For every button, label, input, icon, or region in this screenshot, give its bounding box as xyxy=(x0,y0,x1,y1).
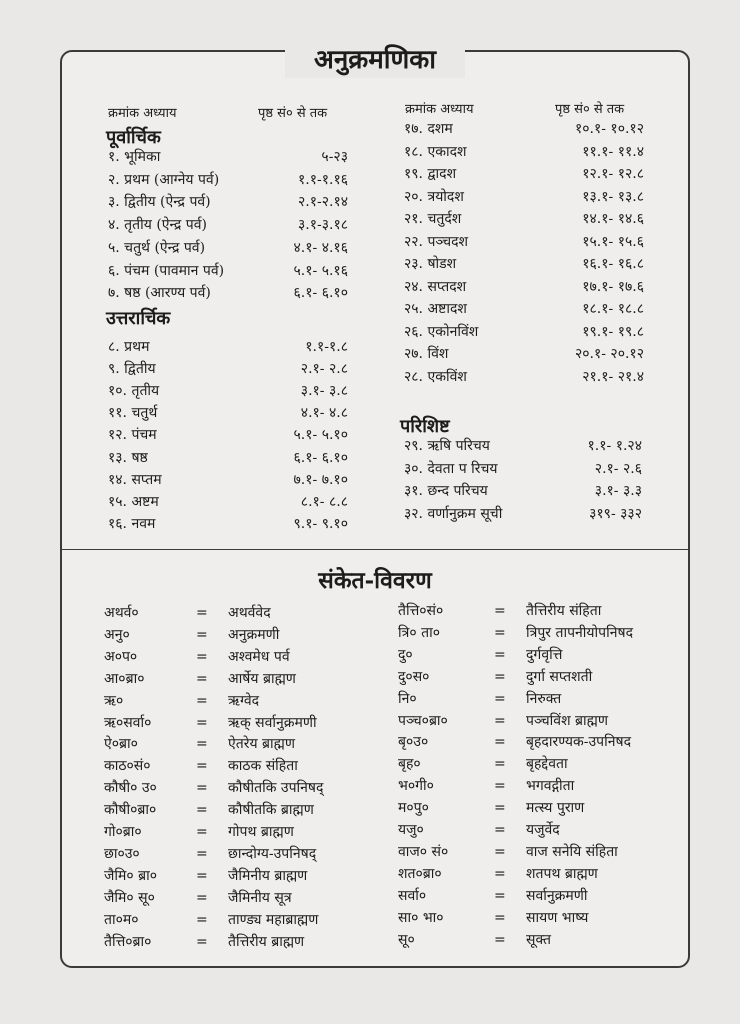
abbreviation-short: त्रि० ता० xyxy=(398,624,440,641)
chapter-name: २४. सप्तदश xyxy=(404,278,467,295)
page-range: २०.१- २०.१२ xyxy=(574,346,644,362)
chapter-name: २६. एकोनविंश xyxy=(404,323,479,340)
abbreviation-short: दु०स० xyxy=(398,668,430,685)
equals-sign: = xyxy=(494,646,506,663)
equals-sign: = xyxy=(494,690,506,707)
equals-sign: = xyxy=(494,778,506,795)
equals-sign: = xyxy=(494,756,506,773)
abbreviation-full: आर्षेय ब्राह्मण xyxy=(228,670,296,687)
equals-sign: = xyxy=(196,889,208,906)
abbreviation-full: जैमिनीय सूत्र xyxy=(228,889,292,906)
equals-sign: = xyxy=(196,692,208,709)
abbreviation-full: दुर्गवृत्ति xyxy=(526,646,563,663)
index-row xyxy=(108,447,348,469)
equals-sign: = xyxy=(196,605,208,621)
page-range: १३.१- १३.८ xyxy=(582,188,644,205)
equals-sign: = xyxy=(196,802,208,819)
page-range: १.१-१.१६ xyxy=(297,171,348,188)
index-row xyxy=(404,480,642,502)
chapter-name: २. प्रथम (आग्नेय पर्व) xyxy=(108,171,220,188)
chapter-name: २९. ऋषि परिचय xyxy=(404,438,490,454)
equals-sign: = xyxy=(494,603,506,619)
abbreviation-short: कौषी० उ० xyxy=(104,780,157,797)
abbreviation-short: ऋ०सर्वा० xyxy=(104,714,152,731)
chapter-name: ३२. वर्णानुक्रम सूची xyxy=(404,505,503,522)
chapter-name: २७. विंश xyxy=(404,346,449,362)
index-row xyxy=(404,298,644,320)
chapter-name: ३१. छन्द परिचय xyxy=(404,483,488,499)
equals-sign: = xyxy=(196,845,208,862)
page-range: ३.१- ३.३ xyxy=(594,483,642,499)
chapter-name: १२. पंचम xyxy=(108,427,157,444)
page-range: ५.१- ५.१६ xyxy=(293,262,348,279)
equals-sign: = xyxy=(196,736,208,753)
index-row xyxy=(108,358,348,380)
equals-sign: = xyxy=(196,648,208,665)
equals-sign: = xyxy=(494,668,506,685)
chapter-name: १०. तृतीय xyxy=(108,383,160,400)
abbreviation-short: दु० xyxy=(398,646,413,663)
abbreviation-short: नि० xyxy=(398,690,417,707)
abbreviation-full: यजुर्वेद xyxy=(526,822,560,838)
chapter-name: ७. षष्ठ (आरण्य पर्व) xyxy=(108,285,211,302)
abbreviation-full: सायण भाष्य xyxy=(526,909,589,926)
equals-sign: = xyxy=(494,734,506,751)
page-range: १०.१- १०.१२ xyxy=(574,121,644,137)
abbreviation-full: ऋग्वेद xyxy=(228,692,260,709)
page-range: ४.१- ४.८ xyxy=(300,405,348,422)
equals-sign: = xyxy=(196,758,208,775)
index-row xyxy=(108,491,348,513)
page-range: ५-२३ xyxy=(321,149,348,165)
index-row xyxy=(108,336,348,358)
index-row xyxy=(404,141,644,163)
index-row xyxy=(404,118,644,140)
abbreviation-full: अथर्ववेद xyxy=(228,605,271,621)
equals-sign: = xyxy=(494,909,506,926)
index-row xyxy=(404,231,644,253)
index-row xyxy=(108,260,348,282)
abbreviation-short: तैत्ति०ब्रा० xyxy=(104,933,152,950)
abbreviation-short: कौषी०ब्रा० xyxy=(104,802,157,819)
page-range: ४.१- ४.१६ xyxy=(293,239,348,256)
page-range: १९.१- १९.८ xyxy=(582,323,644,340)
index-row xyxy=(108,214,348,236)
index-row xyxy=(108,282,348,304)
abbreviation-short: जैमि० सू० xyxy=(104,889,155,906)
page-range: ७.१- ७.१० xyxy=(293,471,348,488)
chapter-name: २८. एकविंश xyxy=(404,368,467,385)
index-row xyxy=(108,146,348,168)
index-row xyxy=(404,321,644,343)
equals-sign: = xyxy=(196,626,208,643)
chapter-name: २०. त्रयोदश xyxy=(404,188,464,205)
index-row xyxy=(108,469,348,491)
index-row xyxy=(404,366,644,388)
chapter-name: ४. तृतीय (ऐन्द्र पर्व) xyxy=(108,217,207,234)
page-range: १७.१- १७.६ xyxy=(582,278,644,295)
abbreviation-short: म०पु० xyxy=(398,800,429,817)
chapter-name: ८. प्रथम xyxy=(108,339,150,355)
index-row xyxy=(404,503,642,525)
index-row xyxy=(404,163,644,185)
chapter-name: ११. चतुर्थ xyxy=(108,405,158,422)
page-range: ८.१- ८.८ xyxy=(300,493,348,510)
page-range: ९.१- ९.१० xyxy=(293,515,348,532)
abbreviation-short: पञ्च०ब्रा० xyxy=(398,712,448,729)
page-range: २.१-२.१४ xyxy=(297,194,348,211)
abbreviation-full: ऐतरेय ब्राह्मण xyxy=(228,736,295,753)
abbreviation-full: शतपथ ब्राह्मण xyxy=(526,865,598,882)
index-row xyxy=(404,208,644,230)
chapter-name: २१. चतुर्दश xyxy=(404,211,462,227)
left-pages-header: पृष्ठ सं० से तक xyxy=(258,106,328,121)
right-column-header: क्रमांक अध्याय xyxy=(405,102,474,117)
abbreviation-full: वाज सनेयि संहिता xyxy=(526,843,618,860)
abbreviation-short: ऋ० xyxy=(104,692,124,709)
abbreviation-full: त्रिपुर तापनीयोपनिषद xyxy=(526,624,634,641)
index-row xyxy=(404,253,644,275)
abbreviation-full: छान्दोग्य-उपनिषद् xyxy=(228,845,317,862)
abbreviation-short: आ०ब्रा० xyxy=(104,670,145,687)
equals-sign: = xyxy=(196,780,208,797)
chapter-name: १३. षष्ठ xyxy=(108,449,148,466)
index-row xyxy=(108,169,348,191)
chapter-name: ३०. देवता प रिचय xyxy=(404,460,498,477)
index-row xyxy=(108,380,348,402)
index-title: अनुक्रमणिका xyxy=(285,42,465,78)
abbreviation-full: तैत्तिरीय संहिता xyxy=(526,603,602,619)
page-range: ३.१-३.१८ xyxy=(297,217,348,234)
equals-sign: = xyxy=(494,822,506,838)
abbreviation-full: पञ्चविंश ब्राह्मण xyxy=(526,712,608,729)
abbreviation-full: भगवद्गीता xyxy=(526,778,575,795)
abbreviation-full: गोपथ ब्राह्मण xyxy=(228,824,294,840)
chapter-name: १७. दशम xyxy=(404,121,453,137)
index-row xyxy=(108,402,348,424)
abbreviation-full: बृहद्देवता xyxy=(526,756,568,773)
index-row xyxy=(404,458,642,480)
equals-sign: = xyxy=(196,933,208,950)
index-row xyxy=(404,276,644,298)
section-uttararchik: उत्तरार्चिक xyxy=(106,308,171,329)
equals-sign: = xyxy=(494,800,506,817)
chapter-name: ६. पंचम (पावमान पर्व) xyxy=(108,262,225,279)
abbreviation-short: गो०ब्रा० xyxy=(104,824,142,840)
page-range: १८.१- १८.८ xyxy=(582,301,644,317)
abbreviations-title: संकेत-विवरण xyxy=(318,567,432,594)
abbreviation-short: ता०म० xyxy=(104,911,139,928)
abbreviation-short: काठ०सं० xyxy=(104,758,151,775)
abbreviation-full: ताण्ड्य महाब्राह्मण xyxy=(228,911,319,928)
equals-sign: = xyxy=(196,867,208,884)
index-row xyxy=(108,191,348,213)
abbreviation-short: अथर्व० xyxy=(104,605,139,621)
chapter-name: ९. द्वितीय xyxy=(108,361,156,378)
abbreviation-short: सू० xyxy=(398,931,415,948)
abbreviation-short: शत०ब्रा० xyxy=(398,865,442,882)
right-pages-header: पृष्ठ सं० से तक xyxy=(555,102,625,117)
equals-sign: = xyxy=(196,714,208,731)
abbreviation-full: दुर्गा सप्तशती xyxy=(526,668,593,685)
abbreviation-short: वाज० सं० xyxy=(398,843,449,860)
page-range: ५.१- ५.१० xyxy=(293,427,348,444)
page-range: १४.१- १४.६ xyxy=(582,211,644,227)
page-range: २.१- २.६ xyxy=(594,460,642,477)
equals-sign: = xyxy=(196,911,208,928)
abbreviation-full: सूक्त xyxy=(526,931,551,948)
abbreviation-full: जैमिनीय ब्राह्मण xyxy=(228,867,308,884)
chapter-name: १४. सप्तम xyxy=(108,471,162,488)
abbreviation-short: सा० भा० xyxy=(398,909,444,926)
page-range: ६.१- ६.१० xyxy=(293,285,348,302)
abbreviation-short: अ०प० xyxy=(104,648,138,665)
section-parishisht: परिशिष्ट xyxy=(400,416,450,437)
abbreviation-full: कौषीतकि ब्राह्मण xyxy=(228,802,314,819)
abbreviation-full: निरुक्त xyxy=(526,690,562,707)
abbreviation-full: काठक संहिता xyxy=(228,758,298,775)
chapter-name: ५. चतुर्थ (ऐन्द्र पर्व) xyxy=(108,239,206,256)
page-range: २.१- २.८ xyxy=(300,361,348,378)
equals-sign: = xyxy=(494,887,506,904)
abbreviation-short: यजु० xyxy=(398,822,424,838)
page-range: ३.१- ३.८ xyxy=(300,383,348,400)
abbreviation-full: मत्स्य पुराण xyxy=(526,800,585,817)
abbreviation-full: ऋक् सर्वानुक्रमणी xyxy=(228,714,317,731)
section-purvarchik: पूर्वार्चिक xyxy=(106,127,161,148)
abbreviation-full: अनुक्रमणी xyxy=(228,626,280,643)
chapter-name: १८. एकादश xyxy=(404,143,467,160)
abbreviation-full: बृहदारण्यक-उपनिषद xyxy=(526,734,632,751)
chapter-name: १६. नवम xyxy=(108,515,156,532)
page-range: १.१-१.८ xyxy=(305,339,348,355)
equals-sign: = xyxy=(196,670,208,687)
chapter-name: २२. पञ्चदश xyxy=(404,233,469,250)
equals-sign: = xyxy=(494,843,506,860)
index-row xyxy=(404,435,642,457)
page-range: १२.१- १२.८ xyxy=(582,166,644,182)
abbreviation-short: भ०गी० xyxy=(398,778,434,795)
abbreviation-short: सर्वा० xyxy=(398,887,427,904)
section-divider xyxy=(60,549,690,550)
page-range: १६.१- १६.८ xyxy=(582,256,644,272)
left-column-header: क्रमांक अध्याय xyxy=(108,106,177,121)
abbreviation-short: तैत्ति०सं० xyxy=(398,603,444,619)
equals-sign: = xyxy=(494,712,506,729)
equals-sign: = xyxy=(494,624,506,641)
index-row xyxy=(108,513,348,535)
page-range: ३१९- ३३२ xyxy=(589,505,642,522)
equals-sign: = xyxy=(494,931,506,948)
abbreviation-full: सर्वानुक्रमणी xyxy=(526,887,588,904)
abbreviation-full: कौषीतकि उपनिषद् xyxy=(228,780,324,797)
index-row xyxy=(404,186,644,208)
abbreviation-short: ऐ०ब्रा० xyxy=(104,736,138,753)
equals-sign: = xyxy=(494,865,506,882)
abbreviation-short: बृह० xyxy=(398,756,421,773)
abbreviation-full: अश्वमेध पर्व xyxy=(228,648,290,665)
page-range: ११.१- ११.४ xyxy=(582,143,644,160)
chapter-name: २३. षोडश xyxy=(404,256,457,272)
equals-sign: = xyxy=(196,824,208,840)
page-range: ६.१- ६.१० xyxy=(293,449,348,466)
index-row xyxy=(108,424,348,446)
abbreviation-full: तैत्तिरीय ब्राह्मण xyxy=(228,933,305,950)
chapter-name: १५. अष्टम xyxy=(108,493,159,510)
chapter-name: १९. द्वादश xyxy=(404,166,457,182)
abbreviation-short: छा०उ० xyxy=(104,845,140,862)
chapter-name: २५. अष्टादश xyxy=(404,301,467,317)
page-range: १.१- १.२४ xyxy=(587,438,642,454)
abbreviation-short: अनु० xyxy=(104,626,130,643)
index-row xyxy=(108,237,348,259)
chapter-name: १. भूमिका xyxy=(108,149,161,165)
page-range: २१.१- २१.४ xyxy=(582,368,644,385)
page-range: १५.१- १५.६ xyxy=(582,233,644,250)
chapter-name: ३. द्वितीय (ऐन्द्र पर्व) xyxy=(108,194,211,211)
index-row xyxy=(404,343,644,365)
abbreviation-short: बृ०उ० xyxy=(398,734,429,751)
abbreviation-short: जैमि० ब्रा० xyxy=(104,867,158,884)
